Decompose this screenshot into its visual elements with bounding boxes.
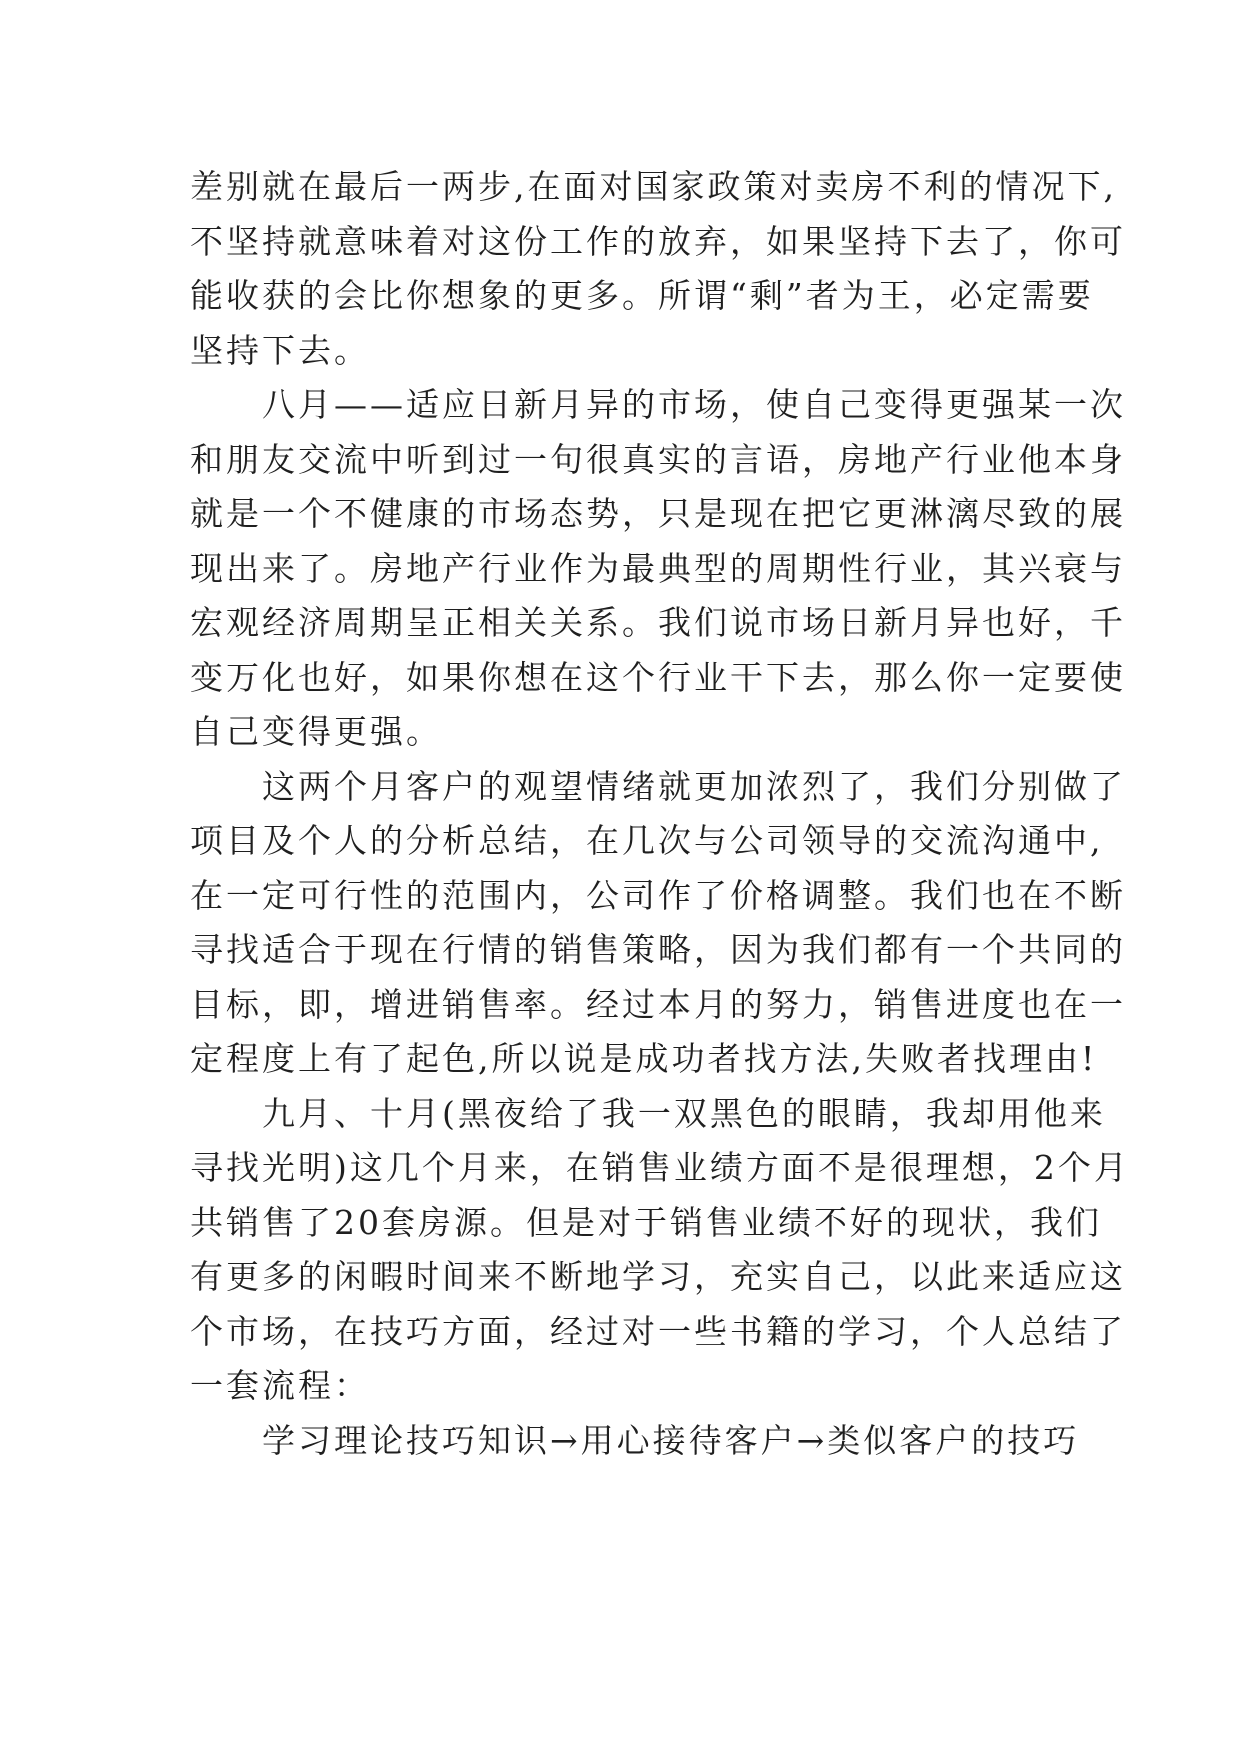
- text-line: 在一定可行性的范围内，公司作了价格调整。我们也在不断: [190, 875, 1126, 915]
- text-line: 九月、十月(黑夜给了我一双黑色的眼睛，我却用他来: [190, 1093, 1106, 1133]
- text-line: 自己变得更强。: [190, 712, 442, 751]
- text-line: 项目及个人的分析总结，在几次与公司领导的交流沟通中,: [190, 821, 1104, 860]
- text-line: 一套流程：: [190, 1366, 370, 1405]
- text-line: 八月——适应日新月异的市场，使自己变得更强某一次: [190, 385, 1126, 424]
- text-line: 个市场，在技巧方面，经过对一些书籍的学习，个人总结了: [190, 1311, 1126, 1351]
- text-line: 寻找适合于现在行情的销售策略，因为我们都有一个共同的: [190, 930, 1126, 969]
- text-line: 差别就在最后一两步,在面对国家政策对卖房不利的情况下,: [190, 167, 1117, 206]
- text-line: 和朋友交流中听到过一句很真实的言语，房地产行业他本身: [190, 439, 1126, 479]
- text-line: 能收获的会比你想象的更多。所谓“剩”者为王，必定需要: [190, 276, 1094, 315]
- text-line: 学习理论技巧知识→用心接待客户→类似客户的技巧: [190, 1420, 1080, 1460]
- text-line: 有更多的闲暇时间来不断地学习，充实自己，以此来适应这: [190, 1257, 1126, 1296]
- body-text: [190, 160, 1130, 1468]
- text-line: 不坚持就意味着对这份工作的放弃，如果坚持下去了，你可: [190, 221, 1126, 261]
- text-line: 宏观经济周期呈正相关关系。我们说市场日新月异也好，千: [190, 603, 1126, 642]
- text-line: 共销售了20套房源。但是对于销售业绩不好的现状，我们: [190, 1202, 1102, 1242]
- text-line: 定程度上有了起色,所以说是成功者找方法,失败者找理由!: [190, 1039, 1098, 1078]
- text-line: 这两个月客户的观望情绪就更加浓烈了，我们分别做了: [190, 766, 1126, 806]
- text-line: 现出来了。房地产行业作为最典型的周期性行业，其兴衰与: [190, 548, 1126, 588]
- text-line: 坚持下去。: [190, 330, 370, 370]
- text-line: 变万化也好，如果你想在这个行业干下去，那么你一定要使: [190, 657, 1126, 697]
- text-line: 就是一个不健康的市场态势，只是现在把它更淋漓尽致的展: [190, 494, 1126, 533]
- text-line: 寻找光明)这几个月来，在销售业绩方面不是很理想，2个月: [190, 1148, 1130, 1187]
- text-line: 目标，即，增进销售率。经过本月的努力，销售进度也在一: [190, 984, 1126, 1024]
